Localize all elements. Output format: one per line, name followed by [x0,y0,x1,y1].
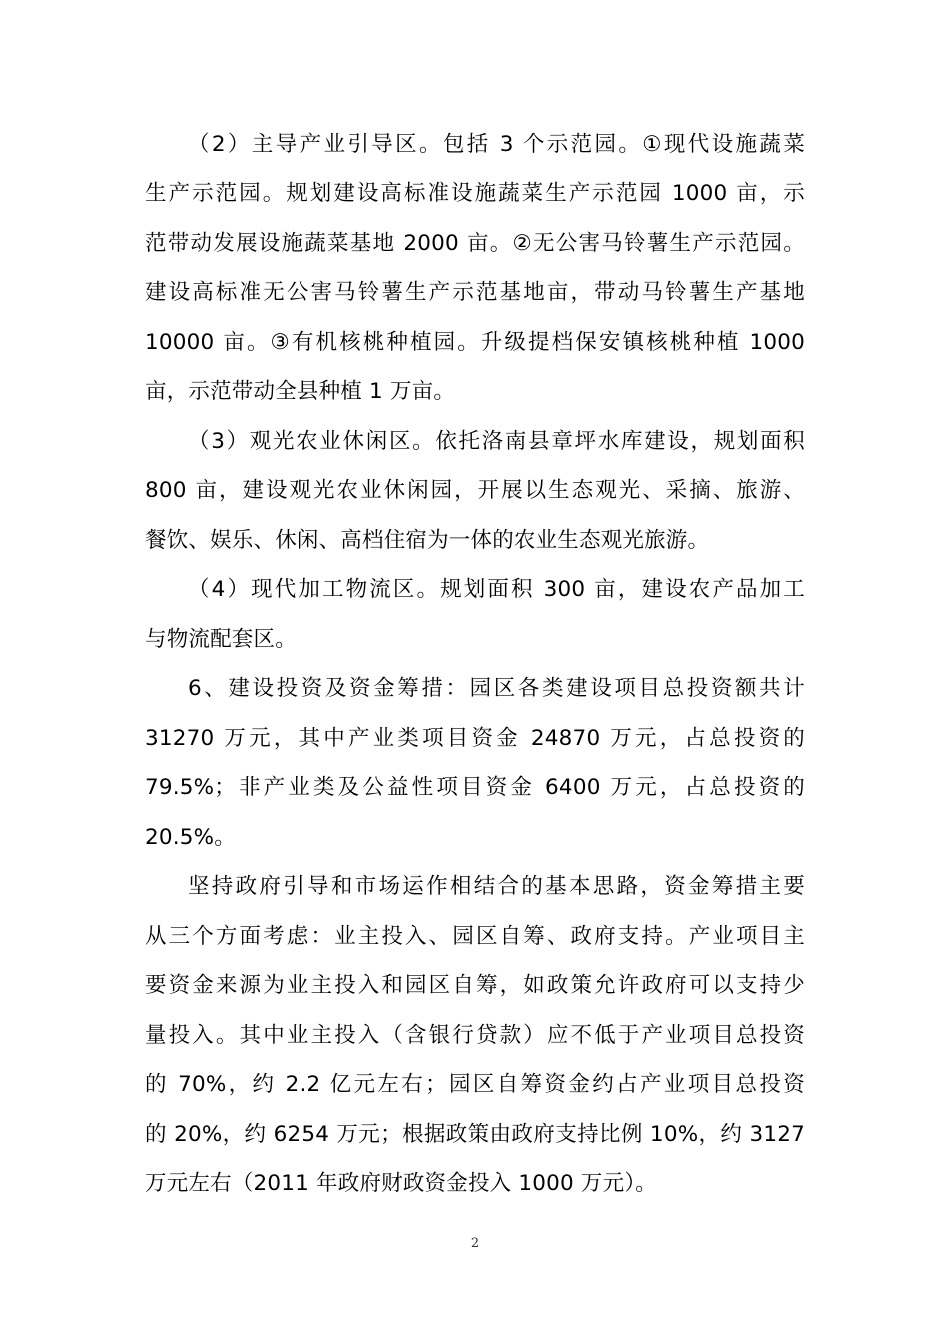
text-line: 79.5%；非产业类及公益性项目资金 6400 万元，占总投资的 [145,775,805,800]
text-line: 餐饮、娱乐、休闲、高档住宿为一体的农业生态观光旅游。 [145,528,710,553]
text-line: 31270 万元，其中产业类项目资金 24870 万元，占总投资的 [145,726,805,751]
text-line: 生产示范园。规划建设高标准设施蔬菜生产示范园 1000 亩，示 [145,181,805,206]
text-line: 的 20%，约 6254 万元；根据政策由政府支持比例 10%，约 3127 [145,1122,805,1147]
text-line: 范带动发展设施蔬菜基地 2000 亩。②无公害马铃薯生产示范园。 [145,231,805,256]
text-line: 量投入。其中业主投入（含银行贷款）应不低于产业项目总投资 [145,1023,805,1048]
text-line: 坚持政府引导和市场运作相结合的基本思路，资金筹措主要 [188,874,805,899]
text-line: 要资金来源为业主投入和园区自筹，如政策允许政府可以支持少 [145,973,805,998]
text-line: 10000 亩。③有机核桃种植园。升级提档保安镇核桃种植 1000 [145,330,805,355]
text-line: （3）观光农业休闲区。依托洛南县章坪水库建设，规划面积 [188,429,805,454]
text-line: 从三个方面考虑：业主投入、园区自筹、政府支持。产业项目主 [145,924,805,949]
text-line: 6、建设投资及资金筹措：园区各类建设项目总投资额共计 [188,676,805,701]
text-line: 建设高标准无公害马铃薯生产示范基地亩，带动马铃薯生产基地 [145,280,805,305]
text-line: 与物流配套区。 [145,627,297,652]
page-number: 2 [470,1236,480,1251]
text-line: （2）主导产业引导区。包括 3 个示范园。①现代设施蔬菜 [188,132,805,157]
text-line: 的 70%，约 2.2 亿元左右；园区自筹资金约占产业项目总投资 [145,1072,805,1097]
text-line: 20.5%。 [145,825,237,850]
text-line: 亩，示范带动全县种植 1 万亩。 [145,379,456,404]
text-line: 800 亩，建设观光农业休闲园，开展以生态观光、采摘、旅游、 [145,478,805,503]
text-line: （4）现代加工物流区。规划面积 300 亩，建设农产品加工 [188,577,805,602]
text-line: 万元左右（2011 年政府财政资金投入 1000 万元）。 [145,1171,657,1196]
